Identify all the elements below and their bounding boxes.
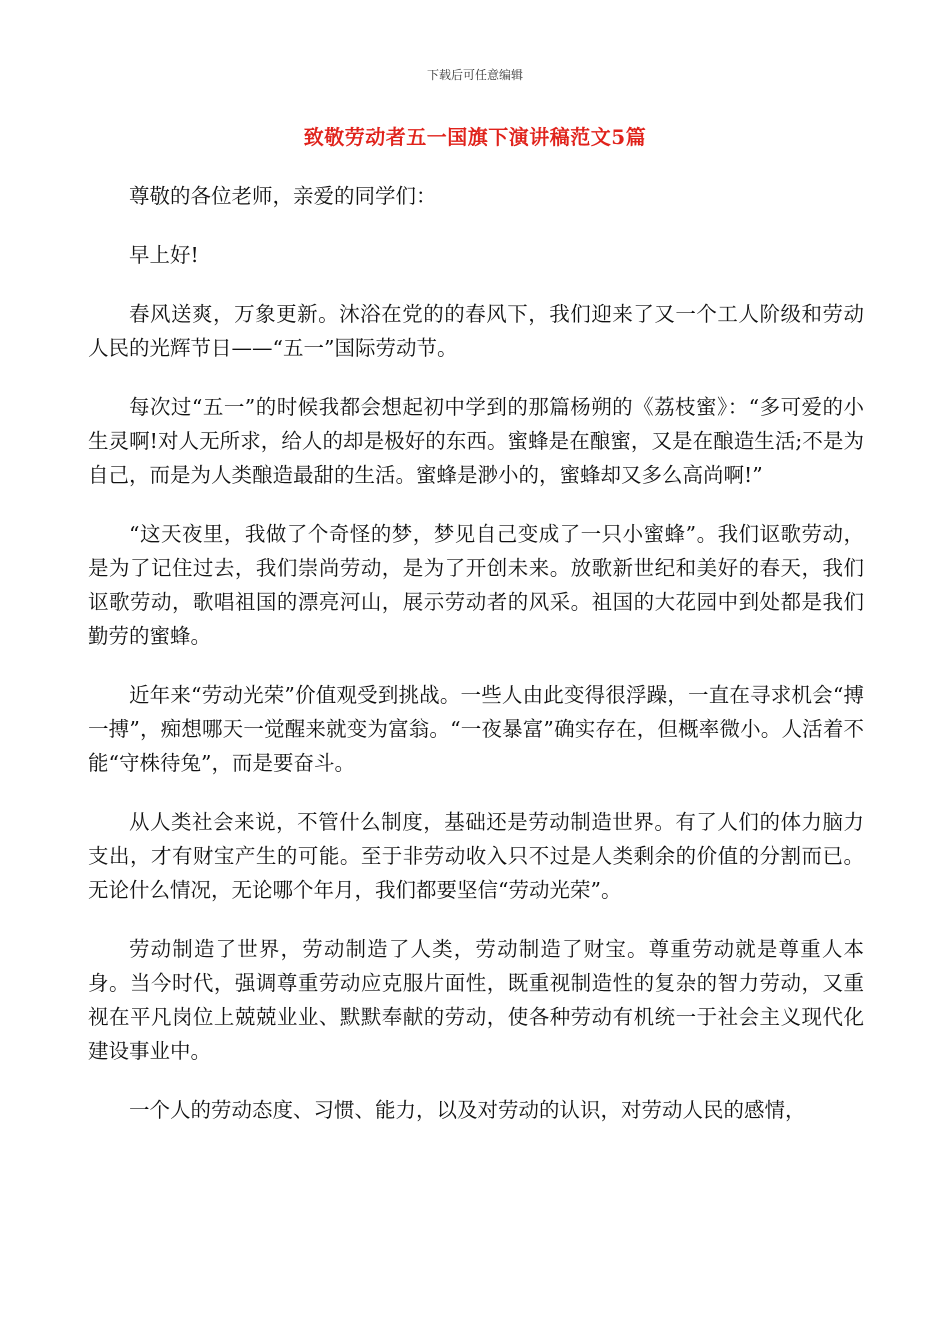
paragraph-good-morning: 早上好! xyxy=(129,243,199,267)
paragraph: 从人类社会来说，不管什么制度，基础还是劳动制造世界。有了人们的体力脑力支出，才有财宝产生的可能。至于非劳动收入只不过是人类剩余的价值的分割而已。无论什么情况，无论哪个年月，我们都要坚信“劳动光荣”。 xyxy=(88,810,864,902)
paragraph: 劳动制造了世界，劳动制造了人类，劳动制造了财宝。尊重劳动就是尊重人本身。当今时代，强调尊重劳动应克服片面性，既重视制造性的复杂的智力劳动，又重视在平凡岗位上兢兢业业、默默奉献的劳动，使各种劳动有机统一于社会主义现代化建设事业中。 xyxy=(88,937,864,1063)
document-body xyxy=(88,179,864,1152)
paragraph: 近年来“劳动光荣”价值观受到挑战。一些人由此变得很浮躁，一直在寻求机会“搏一搏”，痴想哪天一觉醒来就变为富翁。“一夜暴富”确实存在，但概率微小。人活着不能“守株待兔”，而是要奋斗。 xyxy=(88,683,864,775)
paragraph: 春风送爽，万象更新。沐浴在党的的春风下，我们迎来了又一个工人阶级和劳动人民的光辉节日——“五一”国际劳动节。 xyxy=(88,302,864,360)
header-note: 下载后可任意编辑 xyxy=(426,68,523,82)
paragraph: “这天夜里，我做了个奇怪的梦，梦见自己变成了一只小蜜蜂”。我们讴歌劳动，是为了记住过去，我们崇尚劳动，是为了开创未来。放歌新世纪和美好的春天，我们讴歌劳动，歌唱祖国的漂亮河山，展示劳动者的风采。祖国的大花园中到处都是我们勤劳的蜜蜂。 xyxy=(88,522,864,648)
paragraph-greeting: 尊敬的各位老师，亲爱的同学们： xyxy=(129,184,437,208)
document-title: 致敬劳动者五一国旗下演讲稿范文5篇 xyxy=(303,125,647,149)
paragraph: 每次过“五一”的时候我都会想起初中学到的那篇杨朔的《荔枝蜜》：“多可爱的小生灵啊!对人无所求，给人的却是极好的东西。蜜蜂是在酿蜜，又是在酿造生活;不是为自己，而是为人类酿造最甜的生活。蜜蜂是渺小的，蜜蜂却又多么高尚啊!” xyxy=(88,395,864,487)
paragraph: 一个人的劳动态度、习惯、能力，以及对劳动的认识，对劳动人民的感情， xyxy=(129,1098,806,1122)
